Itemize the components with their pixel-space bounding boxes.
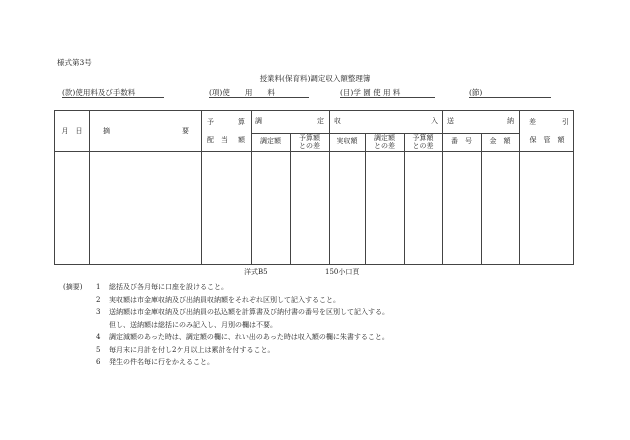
- col-income-vs-budget-line2: との差: [412, 142, 434, 150]
- group-assess-left: 調: [255, 117, 262, 125]
- col-income-vs-budget-line1: 予算額: [412, 134, 434, 142]
- note-text: 毎月末に月計を付し2ケ月以上は累計を付すること。: [109, 345, 275, 354]
- col-budget-bottom-left: 配 当: [207, 136, 228, 144]
- column-line: [290, 133, 291, 264]
- group-remit-right: 納: [507, 117, 514, 125]
- note-number: 1: [96, 283, 101, 291]
- note-text: 送納額は市金庫収納及び出納員の払込額を計算書及び納付書の番号を区別して記入する。: [109, 308, 389, 316]
- col-budget-top-left: 予: [207, 118, 214, 126]
- note-number: 5: [96, 345, 101, 354]
- col-remit-number: 番 号: [451, 137, 472, 145]
- group-income-left: 収: [334, 117, 341, 125]
- col-assess-diff-line1: 予算額: [299, 134, 320, 142]
- col-budget-top-right: 算: [238, 118, 245, 126]
- col-income-vs-assess-line2: との差: [374, 142, 395, 150]
- column-line: [519, 111, 520, 264]
- col-balance-top-right: 引: [562, 118, 569, 126]
- col-assess-amount: 調定額: [260, 137, 281, 145]
- col-remit-amount: 金 額: [489, 137, 511, 145]
- group-assess-right: 定: [317, 117, 324, 125]
- col-balance-top-left: 差: [529, 118, 536, 126]
- header-underline-kou: [209, 97, 309, 98]
- col-assess-diff-line2: との差: [299, 142, 320, 150]
- note-number: 3: [96, 308, 101, 316]
- column-line: [404, 133, 405, 264]
- col-balance-bottom: 保 管 額: [529, 136, 565, 144]
- column-line: [365, 133, 366, 264]
- group-income-right: 入: [431, 117, 438, 125]
- header-underline-setsu: [469, 97, 551, 98]
- column-line: [481, 133, 482, 264]
- col-income-vs-assess-line1: 調定額: [374, 134, 395, 142]
- note-text: 調定減額のあった時は、調定額の欄に、れい出のあった時は収入額の欄に朱書すること。: [109, 333, 389, 341]
- group-remit-left: 送: [447, 117, 454, 125]
- note-number: 6: [96, 358, 101, 366]
- document-title: 授業料(保育料)調定収入額整理簿: [259, 74, 371, 83]
- col-summary-right: 要: [182, 127, 189, 135]
- column-line: [89, 111, 90, 264]
- header-field-setsu: (節): [469, 88, 483, 97]
- notes-label: (摘要): [63, 283, 83, 291]
- note-number: 4: [96, 333, 101, 341]
- header-bottom-line: [55, 151, 573, 152]
- col-summary-left: 摘: [103, 127, 110, 135]
- note-text: 発生の件名毎に行をかえること。: [109, 358, 214, 366]
- note-text: 実収額は市金庫収納及び出納員収納額をそれぞれ区別して記入すること。: [109, 295, 340, 304]
- footer-binding: 150小口頁: [325, 268, 360, 276]
- note-number: 2: [96, 295, 101, 304]
- column-line: [201, 111, 202, 264]
- col-month-day: 月 日: [61, 127, 83, 135]
- col-budget-bottom-right: 額: [238, 136, 245, 144]
- note-text: 総括及び各月毎に口座を設けること。: [109, 283, 228, 291]
- note-text: 但し、送納額は総括にのみ記入し、月別の欄は不要。: [109, 320, 277, 329]
- ledger-table: [54, 110, 574, 265]
- footer-paper-size: 洋式B5: [244, 268, 268, 276]
- header-underline-kan: [62, 97, 164, 98]
- header-field-moku: (目)学 園 使 用 料: [340, 88, 401, 97]
- form-number: 様式第3号: [57, 58, 92, 67]
- header-field-kou: (項)使 用 料: [209, 88, 275, 97]
- header-underline-moku: [340, 97, 435, 98]
- col-income-actual: 実収額: [336, 137, 358, 145]
- header-field-kan: (款)使用料及び手数料: [62, 88, 136, 97]
